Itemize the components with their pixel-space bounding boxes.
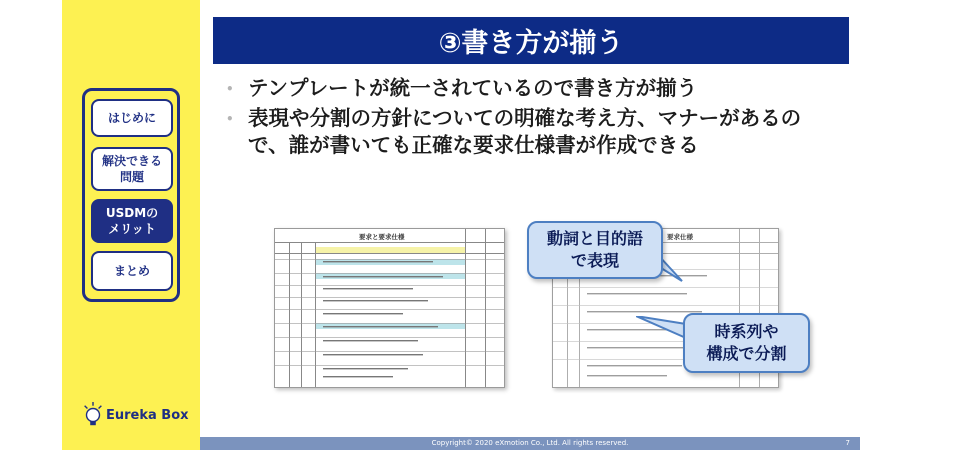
sidebar: [62, 0, 200, 450]
spec-document-thumbnail-left: [274, 228, 505, 388]
nav-item-intro[interactable]: はじめに: [91, 99, 173, 137]
doc-title-right: 要求仕様: [667, 233, 693, 241]
logo-text: Eureka Box: [106, 407, 189, 423]
bullet-marker: •: [226, 82, 234, 96]
left-margin: [0, 0, 62, 450]
nav-item-merits[interactable]: USDMの メリット: [91, 199, 173, 243]
callout-verb-object: [527, 221, 663, 279]
eureka-box-logo: [82, 402, 189, 428]
slide-title: ③書き方が揃う: [213, 17, 849, 64]
callout-tail-2: [636, 316, 688, 342]
bullet-list: [222, 75, 832, 162]
nav-panel: [82, 88, 180, 302]
bullet-item: [222, 75, 832, 102]
footer-bar: [200, 437, 860, 450]
doc-title-left: 要求と要求仕様: [359, 233, 405, 241]
nav-item-summary[interactable]: まとめ: [91, 251, 173, 291]
callout-split-text: 時系列や 構成で分割: [706, 322, 787, 363]
doc-table-left: [275, 229, 504, 387]
bullet-item: [222, 105, 832, 159]
bullet-text: 表現や分割の方針についての明確な考え方、マナーがあるので、誰が書いても正確な要求仕様書が作成できる: [248, 106, 802, 157]
copyright-text: Copyright© 2020 eXmotion Co., Ltd. All rights reserved.: [431, 439, 629, 447]
page-number: 7: [845, 439, 850, 447]
callout-split: [683, 313, 810, 373]
bullet-text: テンプレートが統一されているので書き方が揃う: [248, 76, 698, 100]
nav-item-problems[interactable]: 解決できる 問題: [91, 147, 173, 191]
lightbulb-icon: [82, 402, 104, 428]
bullet-marker: •: [226, 112, 234, 126]
callout-verb-object-text: 動詞と目的語 で表現: [546, 229, 643, 270]
